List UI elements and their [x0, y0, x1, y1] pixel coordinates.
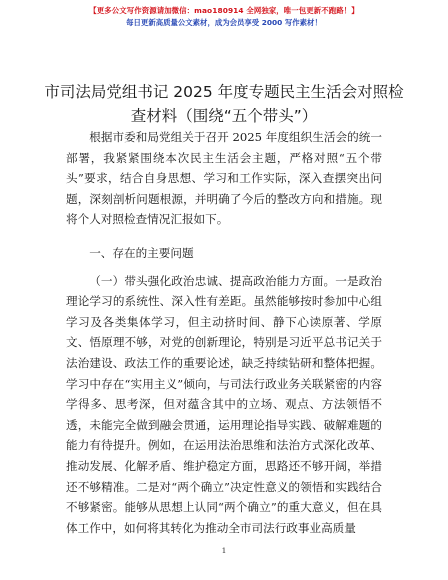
promo-banner-line-1: 【更多公文写作资源请加微信：mao180914 全网独家，唯一包更新不跑路！】 [89, 6, 359, 15]
document-body [66, 127, 382, 538]
intro-paragraph: 根据市委和局党组关于召开 2025 年度组织生活会的统一部署，我紧紧围绕本次民主生活会主题，严格对照“五个带头”要求，结合自身思想、学习和工作实际，深入查摆突出问题，深刻剖析问题根源，并明确了今后的整改方向和措施。现将个人对照检查情况汇报如下。 [66, 130, 382, 227]
page-number: 1 [221, 546, 227, 555]
section-paragraph: （一）带头强化政治忠诚、提高政治能力方面。一是政治理论学习的系统性、深入性有差距。虽然能够按时参加中心组学习及各类集体学习，但主动挤时间、静下心读原著、学原文、悟原理不够，对党的创新理论，特别是习近平总书记关于法治建设、政法工作的重要论述，缺乏持续钻研和整体把握。学习中存在“实用主义”倾向，与司法行政业务关联紧密的内容学得多、思考深，但对蕴含其中的立场、观点、方法领悟不透，未能完全做到融会贯通，运用理论指导实践、破解难题的能力有待提升。例如，在运用法治思维和法治方式深化改革、推动发展、化解矛盾、维护稳定方面，思路还不够开阔，举措还不够精准。二是对“两个确立”决定性意义的领悟和实践结合不够紧密。能够从思想上认同“两个确立”的重大意义，但在具体工作中，如何将其转化为推动全市司法行政事业高质量 [66, 273, 382, 535]
document-title: 市司法局党组书记 2025 年度专题民主生活会对照检查材料（围绕“五个带头”） [44, 83, 404, 125]
section-heading: 一、存在的主要问题 [89, 245, 194, 260]
promo-banner-line-2: 每日更新高质量公文素材，成为会员享受 2000 写作素材！ [126, 18, 322, 27]
